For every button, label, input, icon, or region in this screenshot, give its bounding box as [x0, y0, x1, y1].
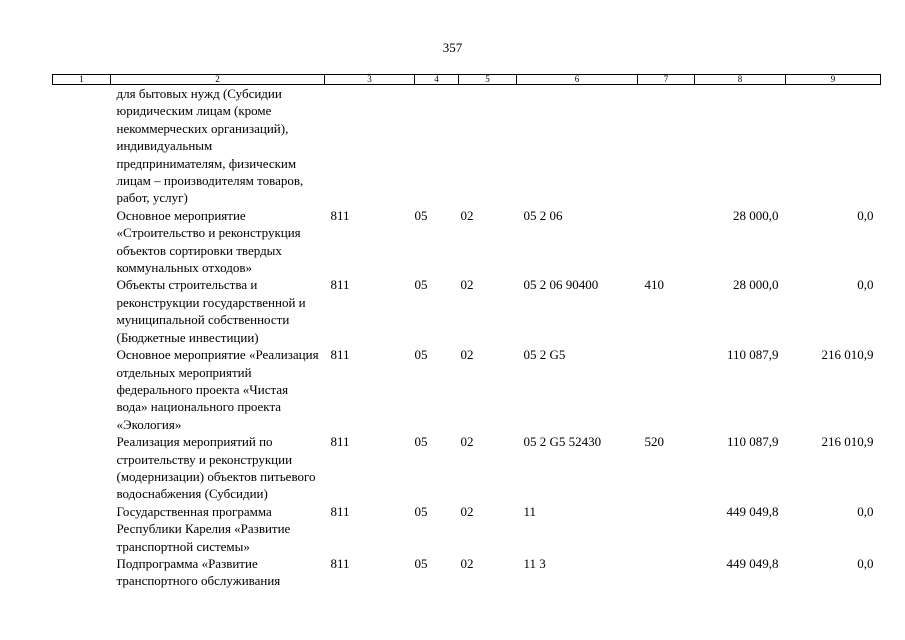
section-code: 05	[414, 434, 428, 450]
amount-col9: 0,0	[857, 503, 874, 519]
budget-table	[52, 74, 881, 590]
ministry-code	[325, 85, 415, 207]
column-header-6: 6	[517, 75, 638, 85]
amount-col8	[695, 85, 786, 207]
table-row	[53, 555, 881, 590]
item-name: Государственная программа Республики Карелия «Развитие транспортной системы»	[116, 503, 291, 554]
amount-col8: 28 000,0	[733, 277, 779, 293]
subsection-code: 02	[460, 277, 474, 293]
expense-type-code	[638, 207, 695, 277]
subsection-code: 02	[460, 555, 474, 571]
column-header-1: 1	[53, 75, 111, 85]
subsection-code: 02	[460, 503, 474, 519]
subsection-code: 02	[460, 207, 474, 223]
expense-type-code	[638, 555, 695, 590]
col1-cell	[53, 85, 111, 207]
expense-type-code: 410	[644, 277, 664, 293]
page-number: 357	[442, 40, 463, 55]
target-article-code: 11	[523, 503, 537, 519]
table-row	[53, 433, 881, 503]
col1-cell	[53, 503, 111, 555]
item-name: Объекты строительства и реконструкции государственной и муниципальной собственности (Бюджетные инвестиции)	[116, 277, 306, 345]
expense-type-code	[638, 503, 695, 555]
subsection-code: 02	[460, 434, 474, 450]
amount-col9: 0,0	[857, 207, 874, 223]
table-row	[53, 503, 881, 555]
target-article-code: 05 2 G5 52430	[523, 434, 602, 450]
amount-col9: 0,0	[857, 555, 874, 571]
column-header-3: 3	[325, 75, 415, 85]
section-code: 05	[414, 207, 428, 223]
amount-col9: 0,0	[857, 277, 874, 293]
amount-col8: 110 087,9	[726, 347, 779, 363]
amount-col9: 216 010,9	[821, 347, 874, 363]
ministry-code: 811	[330, 503, 350, 519]
expense-type-code	[638, 85, 695, 207]
table-row	[53, 207, 881, 277]
amount-col9: 216 010,9	[821, 434, 874, 450]
expense-type-code	[638, 346, 695, 433]
column-header-5: 5	[459, 75, 517, 85]
section-code	[415, 85, 459, 207]
col1-cell	[53, 555, 111, 590]
target-article-code: 05 2 06	[523, 207, 563, 223]
ministry-code: 811	[330, 434, 350, 450]
ministry-code: 811	[330, 555, 350, 571]
column-header-9: 9	[786, 75, 881, 85]
target-article-code	[517, 85, 638, 207]
amount-col8: 449 049,8	[726, 503, 779, 519]
item-name: Подпрограмма «Развитие транспортного обслуживания	[116, 555, 281, 589]
ministry-code: 811	[330, 347, 350, 363]
col1-cell	[53, 207, 111, 277]
amount-col8: 110 087,9	[726, 434, 779, 450]
section-code: 05	[414, 347, 428, 363]
col1-cell	[53, 433, 111, 503]
target-article-code: 05 2 G5	[523, 347, 566, 363]
item-name: Основное мероприятие «Строительство и реконструкция объектов сортировки твердых коммунальных отходов»	[116, 207, 301, 276]
target-article-code: 05 2 06 90400	[523, 277, 599, 293]
column-number-header-row	[53, 75, 881, 85]
amount-col8: 449 049,8	[726, 555, 779, 571]
item-name: для бытовых нужд (Субсидии юридическим лицам (кроме некоммерческих организаций), индивидуальным предпринимателям, физическим лицам – производителям товаров, работ, услуг)	[116, 86, 304, 206]
section-code: 05	[414, 503, 428, 519]
column-header-4: 4	[415, 75, 459, 85]
expense-type-code: 520	[644, 434, 664, 450]
subsection-code: 02	[460, 347, 474, 363]
subsection-code	[459, 85, 517, 207]
column-header-2: 2	[111, 75, 325, 85]
table-row	[53, 85, 881, 207]
ministry-code: 811	[330, 277, 350, 293]
col1-cell	[53, 276, 111, 346]
column-header-8: 8	[695, 75, 786, 85]
table-row	[53, 276, 881, 346]
col1-cell	[53, 346, 111, 433]
item-name: Основное мероприятие «Реализация отдельных мероприятий федерального проекта «Чистая вода» национального проекта «Экология»	[116, 347, 319, 432]
item-name: Реализация мероприятий по строительству и реконструкции (модернизации) объектов питьевого водоснабжения (Субсидии)	[116, 434, 316, 502]
target-article-code: 11 3	[523, 555, 546, 571]
column-header-7: 7	[638, 75, 695, 85]
amount-col9	[786, 85, 881, 207]
section-code: 05	[414, 277, 428, 293]
amount-col8: 28 000,0	[733, 207, 779, 223]
table-row	[53, 346, 881, 433]
section-code: 05	[414, 555, 428, 571]
ministry-code: 811	[330, 207, 350, 223]
